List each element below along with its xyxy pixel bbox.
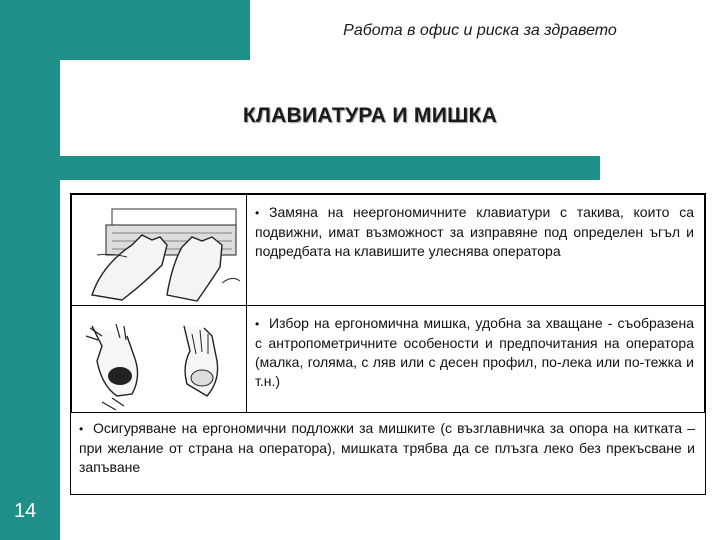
bullet-marker: •	[255, 206, 260, 220]
side-decor-bar	[0, 0, 60, 540]
bullet-mouse	[246, 305, 705, 413]
content-frame	[70, 193, 706, 495]
bullet-keyboard	[246, 194, 705, 306]
bullet-mousepad	[71, 419, 705, 477]
bullet-text-mouse: Избор на ергономична мишка, удобна за хващане - съобразена с антропометричните особености и предпочитания на оператора (малка, голяма, с ляв или с десен профил, по-лека или по-тежка и т.н.)	[255, 315, 694, 389]
keyboard-hands-illustration	[72, 195, 246, 305]
bullet-text-keyboard: Замяна на неергономичните клавиатури с такива, които са подвижни, имат възможност за изправяне под определен ъгъл и подредбата на клавишите улеснява оператора	[255, 204, 694, 259]
title-underline-bar	[60, 156, 600, 180]
slide-header: Работа в офис и риска за здравето	[343, 22, 617, 39]
slide-title: КЛАВИАТУРА И МИШКА	[242, 104, 498, 127]
bullet-marker: •	[79, 422, 84, 436]
bullet-text-mousepad: Осигуряване на ергономични подложки за мишките (с възглавничка за опора на китката – при желание от страна на оператора), мишката трябва да се плъзга леко без прекъсване и запъване	[79, 420, 695, 475]
keyboard-image-cell	[71, 194, 247, 306]
slide-number: 14	[14, 500, 37, 522]
mouse-hands-illustration	[72, 306, 246, 412]
mouse-image-cell	[71, 305, 247, 413]
bullet-marker: •	[255, 317, 260, 331]
